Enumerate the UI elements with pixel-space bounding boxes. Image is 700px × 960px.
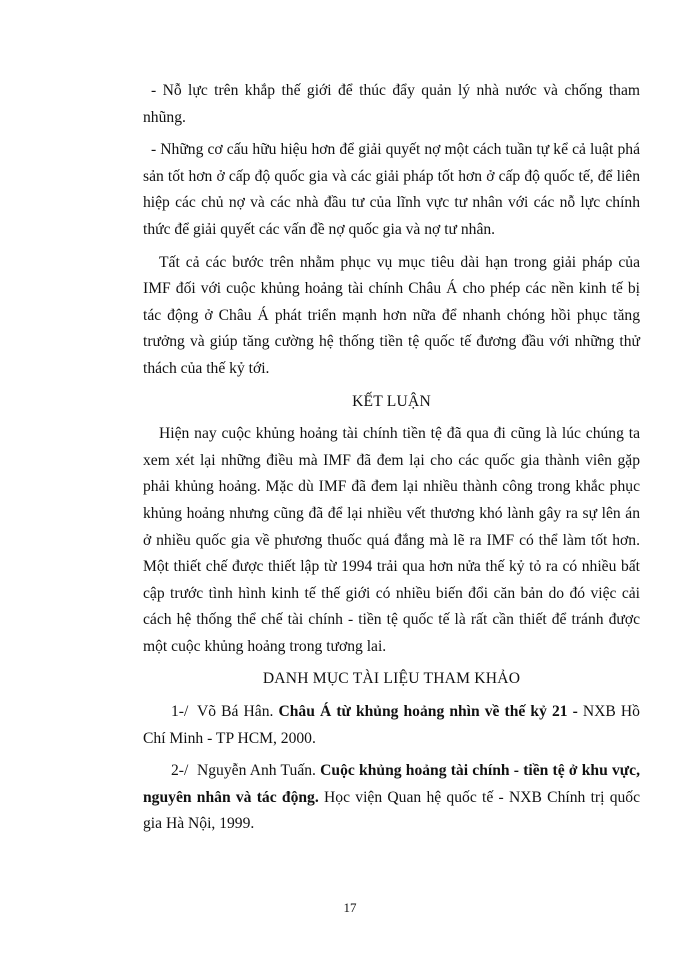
- bullet-paragraph-debt-resolution: - Những cơ cấu hữu hiệu hơn để giải quyết nợ một cách tuần tự kể cả luật phá sản tốt hơn ở cấp độ quốc gia và các giải pháp tốt hơn ở cấp độ quốc tế, để liên hiệp các chủ nợ và các nhà đầu tư của lĩnh vực tư nhân với các nỗ lực chính thức để giải quyết các vấn đề nợ quốc gia và nợ tư nhân.: [143, 141, 640, 238]
- conclusion-paragraph: Hiện nay cuộc khủng hoảng tài chính tiền tệ đã qua đi cũng là lúc chúng ta xem xét lại những điều mà IMF đã đem lại cho các quốc gia thành viên gặp phải khủng hoảng. Mặc dù IMF đã đem lại nhiều thành công trong khắc phục khủng hoảng nhưng cũng đã để lại nhiều vết thương khó lành gây ra sự lên án ở nhiều quốc gia về phương thuốc quá đắng mà lẽ ra IMF có thể làm tốt hơn. Một thiết chế được thiết lập từ 1994 trải qua hơn nửa thế kỷ tỏ ra có nhiều bất cập trước tình hình kinh tế thế giới có nhiều biến đổi căn bản do đó việc cải cách hệ thống thể chế tài chính - tiền tệ quốc tế là rất cần thiết để tránh được một cuộc khủng hoảng trong tương lai.: [143, 425, 640, 655]
- conclusion-heading: KẾT LUẬN: [352, 392, 431, 410]
- reference-title: Cuộc khủng hoảng tài chính - tiền tệ ở khu vực, nguyên nhân và tác động.: [143, 762, 640, 806]
- reference-item: [143, 758, 640, 838]
- summary-paragraph: Tất cả các bước trên nhằm phục vụ mục tiêu dài hạn trong giải pháp của IMF đối với cuộc khủng hoảng tài chính Châu Á cho phép các nền kinh tế bị tác động ở Châu Á phát triển mạnh hơn nữa để nhanh chóng hồi phục tăng trưởng và giúp tăng cường hệ thống tiền tệ quốc tế đương đầu với những thử thách của thế kỷ tới.: [143, 253, 640, 377]
- bullet-paragraph-anti-corruption: - Nỗ lực trên khắp thế giới để thúc đẩy quản lý nhà nước và chống tham nhũng.: [143, 82, 640, 126]
- reference-number: 2-/: [171, 762, 189, 780]
- page-number: 17: [343, 900, 357, 915]
- reference-author: Võ Bá Hân.: [197, 703, 274, 721]
- reference-item: [143, 699, 640, 752]
- document-page: [143, 78, 640, 844]
- references-heading: DANH MỤC TÀI LIỆU THAM KHẢO: [262, 670, 521, 688]
- reference-title: Châu Á từ khủng hoảng nhìn về thế kỷ 21 -: [278, 703, 578, 721]
- reference-number: 1-/: [171, 703, 189, 721]
- reference-publisher: NXB Hồ Chí Minh - TP HCM, 2000.: [143, 703, 640, 747]
- reference-publisher: Học viện Quan hệ quốc tế - NXB Chính trị quốc gia Hà Nội, 1999.: [143, 788, 641, 833]
- reference-author: Nguyễn Anh Tuấn.: [197, 762, 316, 780]
